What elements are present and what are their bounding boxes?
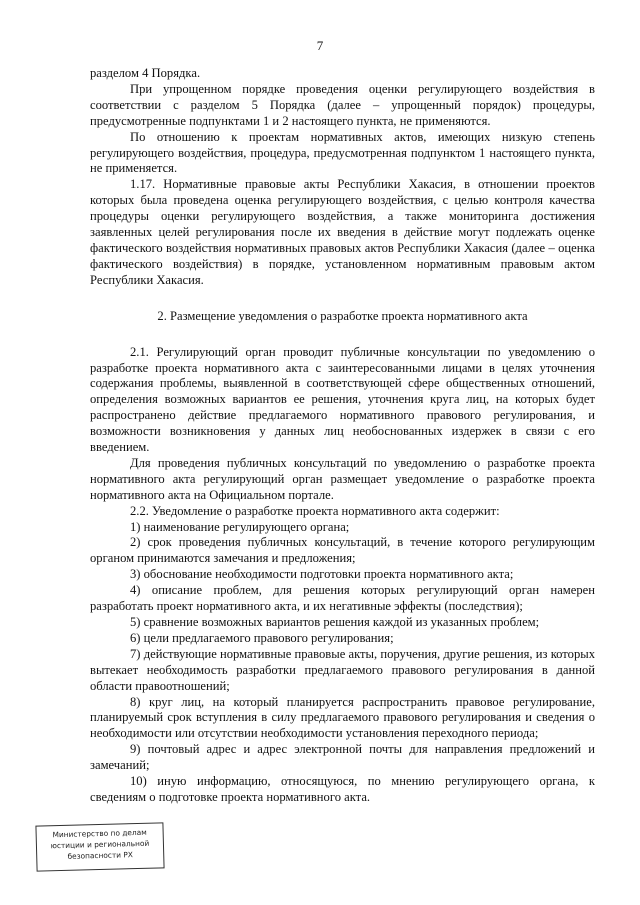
list-item: 3) обоснование необходимости подготовки проекта нормативного акта; (130, 567, 514, 582)
paragraph-public-consultation: Для проведения публичных консультаций по уведомлению о разработке проекта нормативного акта регулирующий орган размещает уведомление о разработке проекта нормативного акта на Официальном портале. (90, 455, 595, 502)
list-item: 6) цели предлагаемого правового регулирования; (130, 630, 394, 645)
paragraph-2-1: 2.1. Регулирующий орган проводит публичные консультации по уведомлению о разработке проекта нормативного акта с заинтересованными лицами в целях уточнения содержания проблемы, выявленной в соответствующей сфере общественных отношений, определения возможных вариантов ее решения, уточнения круга лиц, на которых будет распространено действие предлагаемого нормативного правового регулирования, и возможности возникновения у данных лиц необоснованных издержек в связи с его введением. (90, 344, 595, 455)
list-item: 5) сравнение возможных вариантов решения каждой из указанных проблем; (130, 615, 540, 629)
paragraph-simplified-order: При упрощенном порядке проведения оценки регулирующего воздействия в соответствии с разделом 5 Порядка (далее – упрощенный порядок) процедуры, предусмотренные подпунктами 1 и 2 настоящего пункта, не применяются. (90, 81, 595, 128)
paragraph-1-17: 1.17. Нормативные правовые акты Республики Хакасия, в отношении проектов которых была проведена оценка регулирующего воздействия, с целью контроля качества процедуры оценки регулирующего воздействия, а также мониторинга достижения заявленных целей регулирования после их введения в действие могут подлежать оценке фактического воздействия нормативных правовых актов Республики Хакасия (далее – оценка фактического воздействия) в порядке, установленном нормативным правовым актом Республики Хакасия. (90, 177, 595, 287)
list-item: 2) срок проведения публичных консультаций, в течение которого регулирующим органом принимаются замечания и предложения; (90, 535, 595, 566)
ministry-stamp (35, 822, 164, 871)
paragraph-2-2: 2.2. Уведомление о разработке проекта нормативного акта содержит: (130, 503, 500, 518)
document-body (90, 66, 595, 806)
list-item: 9) почтовый адрес и адрес электронной почты для направления предложений и замечаний; (90, 742, 595, 773)
page-number: 7 (316, 38, 324, 53)
stamp-line: Министерство по делам (52, 827, 147, 840)
stamp-line: безопасности РХ (67, 850, 134, 861)
section-heading: 2. Размещение уведомления о разработке проекта нормативного акта (157, 308, 528, 323)
paragraph-continuation: разделом 4 Порядка. (90, 66, 201, 80)
stamp-line: юстиции и региональной (50, 838, 150, 851)
list-item: 8) круг лиц, на который планируется распространить правовое регулирование, планируемый срок вступления в силу предлагаемого правового регулирования и сведения о необходимости или отсутствии необходимости установления переходного периода; (90, 694, 595, 741)
list-item: 4) описание проблем, для решения которых регулирующий орган намерен разработать проект нормативного акта, и их негативные эффекты (последствия); (90, 583, 595, 614)
paragraph-low-impact: По отношению к проектам нормативных актов, имеющих низкую степень регулирующего воздействия, процедура, предусмотренная подпунктом 1 настоящего пункта, не применяется. (90, 129, 595, 176)
list-item: 10) иную информацию, относящуюся, по мнению регулирующего органа, к сведениям о подготовке проекта нормативного акта. (90, 774, 595, 804)
list-item: 1) наименование регулирующего органа; (130, 519, 350, 534)
list-item: 7) действующие нормативные правовые акты, поручения, другие решения, из которых вытекает необходимость разработки предлагаемого правового регулирования в данной области правоотношений; (90, 646, 595, 693)
